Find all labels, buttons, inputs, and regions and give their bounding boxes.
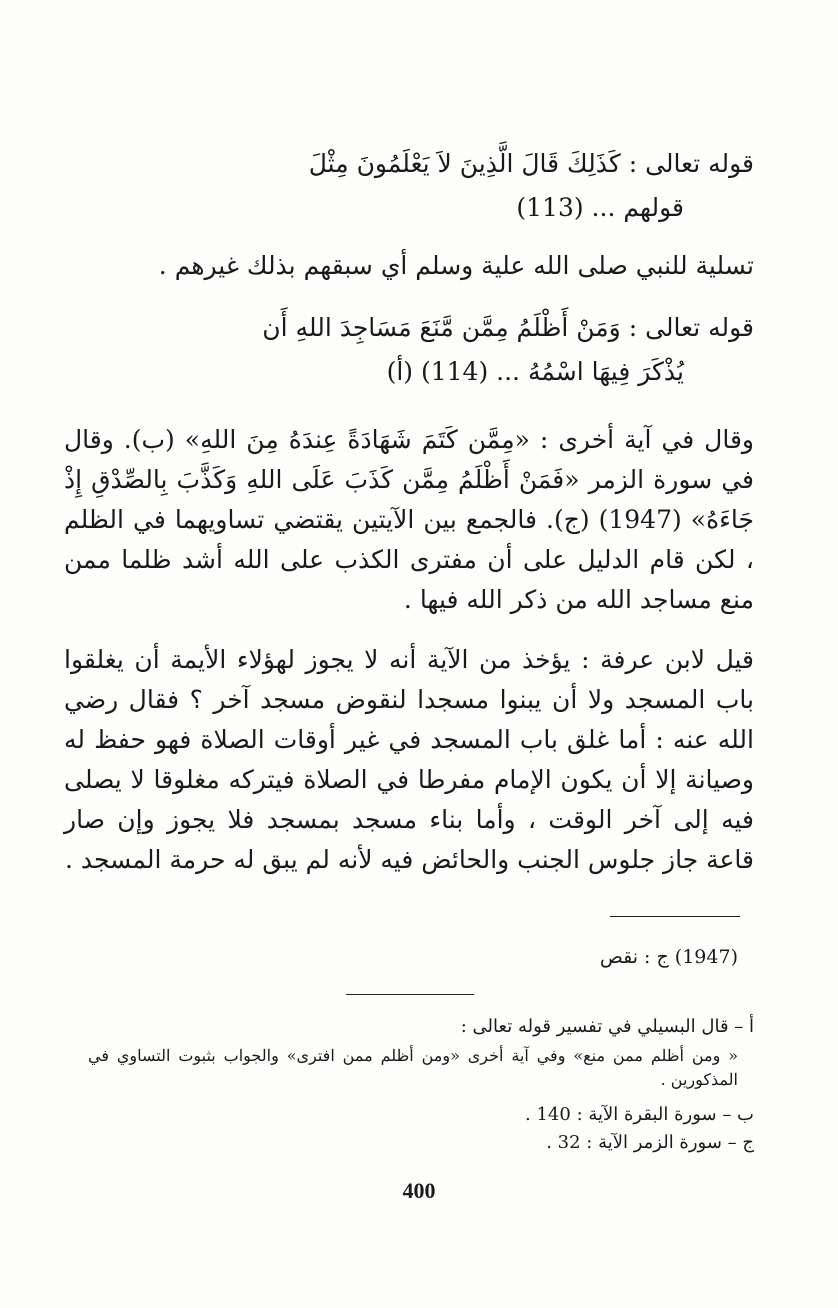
commentary-paragraph-2-text: وقال في آية أخرى : «مِمَّن كَتَمَ شَهَادَةً عِندَهُ مِنَ اللهِ» (ب). وقال في سورة الزمر «فَمَنْ أَظْلَمُ مِمَّن كَذَبَ عَلَى اللهِ وَكَذَّبَ بِالصِّدْقِ إِذْ جَاءَهُ» (1947) (ج). فالجمع بين الآيتين يقتضي تساويهما في الظلم ، لكن قام الدليل على أن مفترى الكذب على الله أشد ظلما ممن منع مساجد الله من ذكر الله فيها . [64,425,754,614]
verse-114 [64,302,754,390]
footnote-a-line-2-text: « ومن أظلم ممن منع» وفي آية أخرى «ومن أظلم ممن افترى» والجواب بثبوت التساوي في المذكورين . [88,1046,739,1089]
footnote-separator-original [610,916,740,917]
verse-114-line-2: يُذْكَرَ فِيهَا اسْمُهُ ... (114) (أ) [386,357,684,386]
footnote-c-text: ج – سورة الزمر الآية : 32 . [546,1132,754,1153]
commentary-paragraph-1-text: تسلية للنبي صلى الله علية وسلم أي سبقهم بذلك غيرهم . [158,251,754,280]
footnote-c [546,1130,754,1156]
commentary-paragraph-2 [64,420,754,620]
footnote-b-text: ب – سورة البقرة الآية : 140 . [525,1104,754,1125]
footnote-original [600,944,738,970]
footnote-a-line-1 [461,1014,754,1040]
commentary-paragraph-3-text: قيل لابن عرفة : يؤخذ من الآية أنه لا يجوز لهؤلاء الأيمة أن يغلقوا باب المسجد ولا أن يبنوا مسجدا لنقوض مسجد آخر ؟ فقال رضي الله عنه : أما غلق باب المسجد في غير أوقات الصلاة فهو حفظ له وصيانة إلا أن يكون الإمام مفرطا في الصلاة فيتركه مغلوقا لا يصلى فيه إلى آخر الوقت ، وأما بناء مسجد بمسجد فلا يجوز وإن صار قاعة جاز جلوس الجنب والحائض فيه لأنه لم يبق له حرمة المسجد . [64,645,754,874]
footnote-separator-editor [346,994,474,995]
verse-113-line-1: قوله تعالى : كَذَلِكَ قَالَ الَّذِينَ لاَ يَعْلَمُونَ مِثْلَ [308,149,754,178]
commentary-paragraph-3 [64,640,754,880]
commentary-paragraph-1 [64,246,754,286]
verse-113-line-2: قولهم ... (113) [516,193,684,222]
footnote-b [525,1102,754,1128]
footnote-a-line-2 [88,1044,738,1092]
page-number: 400 [402,1178,436,1203]
verse-113 [64,138,754,226]
verse-114-line-1: قوله تعالى : وَمَنْ أَظْلَمُ مِمَّن مَّنَعَ مَسَاجِدَ اللهِ أَن [262,313,754,342]
footnote-original-text: (1947) ج : نقص [599,946,738,968]
footnote-a-line-1-text: أ – قال البسيلي في تفسير قوله تعالى : [460,1016,754,1037]
